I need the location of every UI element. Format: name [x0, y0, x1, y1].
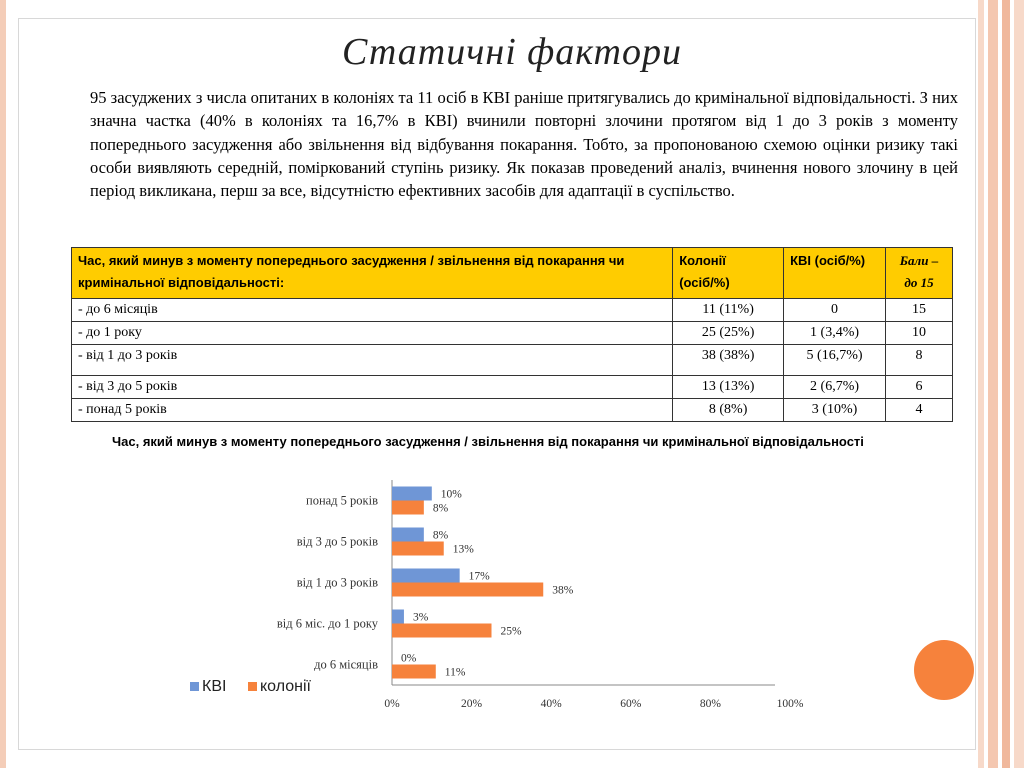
category-label: від 1 до 3 років	[296, 575, 378, 590]
bar-value-label: 8%	[432, 502, 449, 515]
category-label: від 6 міс. до 1 року	[276, 616, 378, 631]
category-label: до 6 місяців	[314, 657, 378, 672]
legend-swatch-kvi	[190, 682, 199, 691]
table-cell-kvi: 2 (6,7%)	[784, 376, 886, 399]
category-label: понад 5 років	[306, 493, 378, 508]
bar-value-label: 0%	[401, 652, 417, 665]
x-tick-label: 40%	[540, 698, 562, 710]
chart-title: Час, який минув з моменту попереднього засудження / звільнення від покарання чи кримінальної відповідальності	[112, 434, 864, 449]
bar-kvi	[392, 487, 432, 501]
bar-colonies	[392, 501, 424, 515]
bar-kvi	[392, 610, 404, 624]
table-cell-points: 4	[886, 399, 953, 422]
bar-value-label: 17%	[468, 570, 490, 583]
table-cell-period: - до 6 місяців	[72, 299, 673, 322]
bar-value-label: 3%	[412, 611, 429, 624]
x-tick-label: 80%	[699, 698, 721, 710]
table-cell-points: 8	[886, 345, 953, 376]
bar-value-label: 13%	[452, 543, 474, 556]
legend-label-kvi: КВІ	[202, 678, 227, 695]
table-header-points: Бали – до 15	[886, 248, 953, 299]
slide-title: Статичні фактори	[342, 31, 682, 73]
table-cell-kvi: 5 (16,7%)	[784, 345, 886, 376]
bar-value-label: 11%	[444, 666, 466, 679]
category-label: від 3 до 5 років	[296, 534, 378, 549]
bar-value-label: 8%	[432, 529, 449, 542]
legend-swatch-colonies	[248, 682, 257, 691]
legend-label-colonies: колонії	[260, 678, 311, 695]
x-tick-label: 0%	[384, 698, 400, 710]
bar-colonies	[392, 583, 543, 597]
x-tick-label: 60%	[620, 698, 642, 710]
table-header-period: Час, який минув з моменту попереднього засудження / звільнення від покарання чи кримінальної відповідальності:	[72, 248, 673, 299]
table-cell-points: 15	[886, 299, 953, 322]
table-cell-period: - від 3 до 5 років	[72, 376, 673, 399]
table-cell-points: 10	[886, 322, 953, 345]
bar-colonies	[392, 665, 436, 679]
table-cell-points: 6	[886, 376, 953, 399]
table-cell-kvi: 0	[784, 299, 886, 322]
x-tick-label: 20%	[461, 698, 483, 710]
bar-kvi	[392, 569, 460, 583]
table-cell-colonies: 8 (8%)	[673, 399, 784, 422]
table-header-kvi: КВІ (осіб/%)	[784, 248, 886, 299]
bar-kvi	[392, 528, 424, 542]
x-tick-label: 100%	[776, 698, 804, 710]
table-cell-colonies: 11 (11%)	[673, 299, 784, 322]
bar-value-label: 10%	[440, 488, 462, 501]
table-cell-period: - понад 5 років	[72, 399, 673, 422]
bar-colonies	[392, 624, 492, 638]
table-cell-colonies: 38 (38%)	[673, 345, 784, 376]
bar-colonies	[392, 542, 444, 556]
table-cell-period: - до 1 року	[72, 322, 673, 345]
table-cell-colonies: 13 (13%)	[673, 376, 784, 399]
bar-value-label: 25%	[500, 625, 522, 638]
decorative-orange-circle	[914, 640, 974, 700]
table-cell-period: - від 1 до 3 років	[72, 345, 673, 376]
table-cell-colonies: 25 (25%)	[673, 322, 784, 345]
table-cell-kvi: 1 (3,4%)	[784, 322, 886, 345]
table-header-colonies: Колонії (осіб/%)	[673, 248, 784, 299]
slide-paragraph: 95 засуджених з числа опитаних в колоніях та 11 осіб в КВІ раніше притягувались до кримінальної відповідальності. З них значна частка (40% в колоніях та 16,7% в КВІ) вчинили повторні злочини протягом від 1 до 3 років з моменту попереднього засудження або звільнення від відбування покарання. Тобто, за пропонованою схемою оцінки ризику такі особи виявляють середній, поміркований ступінь ризику. Як показав проведений аналіз, вчинення нового злочину в цей період викликана, перш за все, відсутністю ефективних засобів для адаптації в суспільство.	[90, 88, 958, 201]
bar-value-label: 38%	[552, 584, 574, 597]
table-cell-kvi: 3 (10%)	[784, 399, 886, 422]
